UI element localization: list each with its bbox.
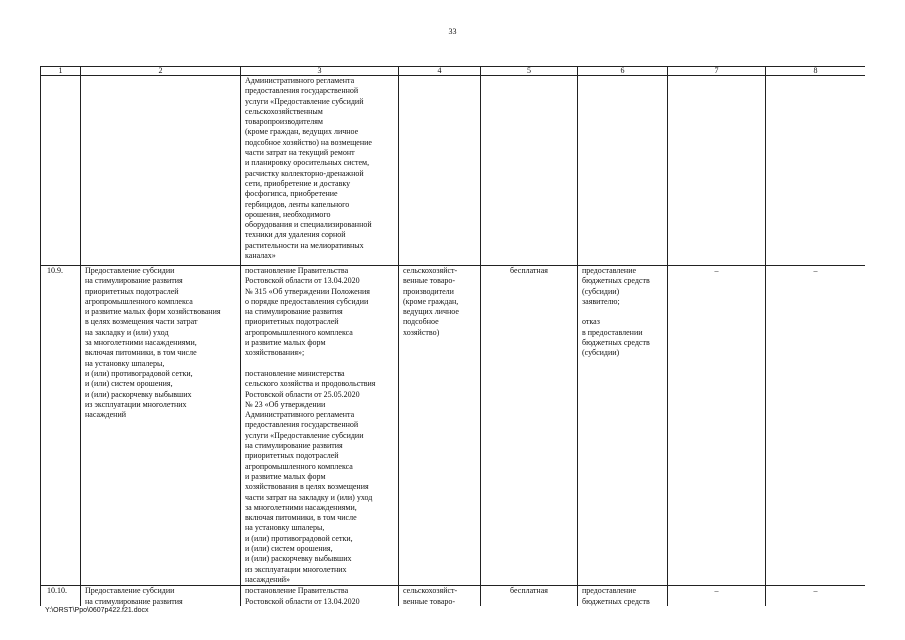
- column-header: 5: [481, 67, 578, 76]
- legal-basis-cell: постановление Правительства Ростовской области от 13.04.2020: [241, 586, 399, 606]
- column-header: 4: [399, 67, 481, 76]
- column-header: 8: [766, 67, 866, 76]
- table-row: [41, 266, 866, 586]
- column-7-cell: –: [668, 586, 766, 606]
- column-7-cell: –: [668, 266, 766, 586]
- service-name-cell: Предоставление субсидии на стимулирование развития приоритетных подотраслей агропромышленного комплекса и развитие малых форм хозяйствования в целях возмещения части затрат на закладку и (или) уход за многолетними насаждениями, включая питомники, в том числе на установку шпалеры, и (или) противоградовой сетки, и (или) систем орошения, и (или) раскорчевку выбывших из эксплуатации многолетних насаждений: [81, 266, 241, 586]
- page-number: 33: [448, 27, 457, 36]
- table-row: [41, 76, 866, 266]
- service-name-cell: Предоставление субсидии на стимулирование развития: [81, 586, 241, 606]
- payment-cell: бесплатная: [481, 586, 578, 606]
- row-number: 10.9.: [41, 266, 81, 586]
- payment-cell: бесплатная: [481, 266, 578, 586]
- recipients-cell: [399, 76, 481, 266]
- legal-basis-cell: постановление Правительства Ростовской области от 13.04.2020 № 315 «Об утверждении Положения о порядке предоставления субсидии на стимулирование развития приоритетных подотраслей агропромышленного комплекса и развитие малых форм хозяйствования»; постановление министерства сельского хозяйства и продовольствия Ростовской области от 25.05.2020 № 23 «Об утверждении Административного регламента предоставления государственной услуги «Предоставление субсидии на стимулирование развития приоритетных подотраслей агропромышленного комплекса и развитие малых форм хозяйствования в целях возмещения части затрат на закладку и (или) уход за многолетними насаждениями, включая питомники, в том числе на установку шпалеры, и (или) противоградовой сетки, и (или) систем орошения, и (или) раскорчевку выбывших из эксплуатации многолетних насаждений»: [241, 266, 399, 586]
- payment-cell: [481, 76, 578, 266]
- column-header: 3: [241, 67, 399, 76]
- column-8-cell: –: [766, 586, 866, 606]
- row-number: 10.10.: [41, 586, 81, 606]
- table-row: [41, 586, 866, 606]
- column-header: 1: [41, 67, 81, 76]
- services-table: [40, 66, 865, 606]
- column-header: 2: [81, 67, 241, 76]
- recipients-cell: сельскохозяйст- венные товаро- производители (кроме граждан, ведущих личное подсобное хозяйство): [399, 266, 481, 586]
- table-header-row: [41, 67, 866, 76]
- legal-basis-cell: Административного регламента предоставления государственной услуги «Предоставление субсидий сельскохозяйственным товаропроизводителям (кроме граждан, ведущих личное подсобное хозяйство) на возмещение части затрат на текущий ремонт и планировку оросительных систем, расчистку коллекторно-дренажной сети, приобретение и доставку фосфогипса, приобретение гербицидов, ленты капельного орошения, необходимого оборудования и специализированной техники для удаления сорной растительности на мелиоративных каналах»: [241, 76, 399, 266]
- recipients-cell: сельскохозяйст- венные товаро-: [399, 586, 481, 606]
- row-number: [41, 76, 81, 266]
- result-cell: предоставление бюджетных средств (субсидии) заявителю; отказ в предоставлении бюджетных средств (субсидии): [578, 266, 668, 586]
- result-cell: [578, 76, 668, 266]
- result-cell: предоставление бюджетных средств: [578, 586, 668, 606]
- service-name-cell: [81, 76, 241, 266]
- column-8-cell: –: [766, 266, 866, 586]
- column-header: 7: [668, 67, 766, 76]
- column-header: 6: [578, 67, 668, 76]
- column-7-cell: [668, 76, 766, 266]
- document-file-path: Y:\ORST\Ppo\0607p422.f21.docx: [45, 607, 149, 614]
- services-table-container: [40, 66, 865, 606]
- column-8-cell: [766, 76, 866, 266]
